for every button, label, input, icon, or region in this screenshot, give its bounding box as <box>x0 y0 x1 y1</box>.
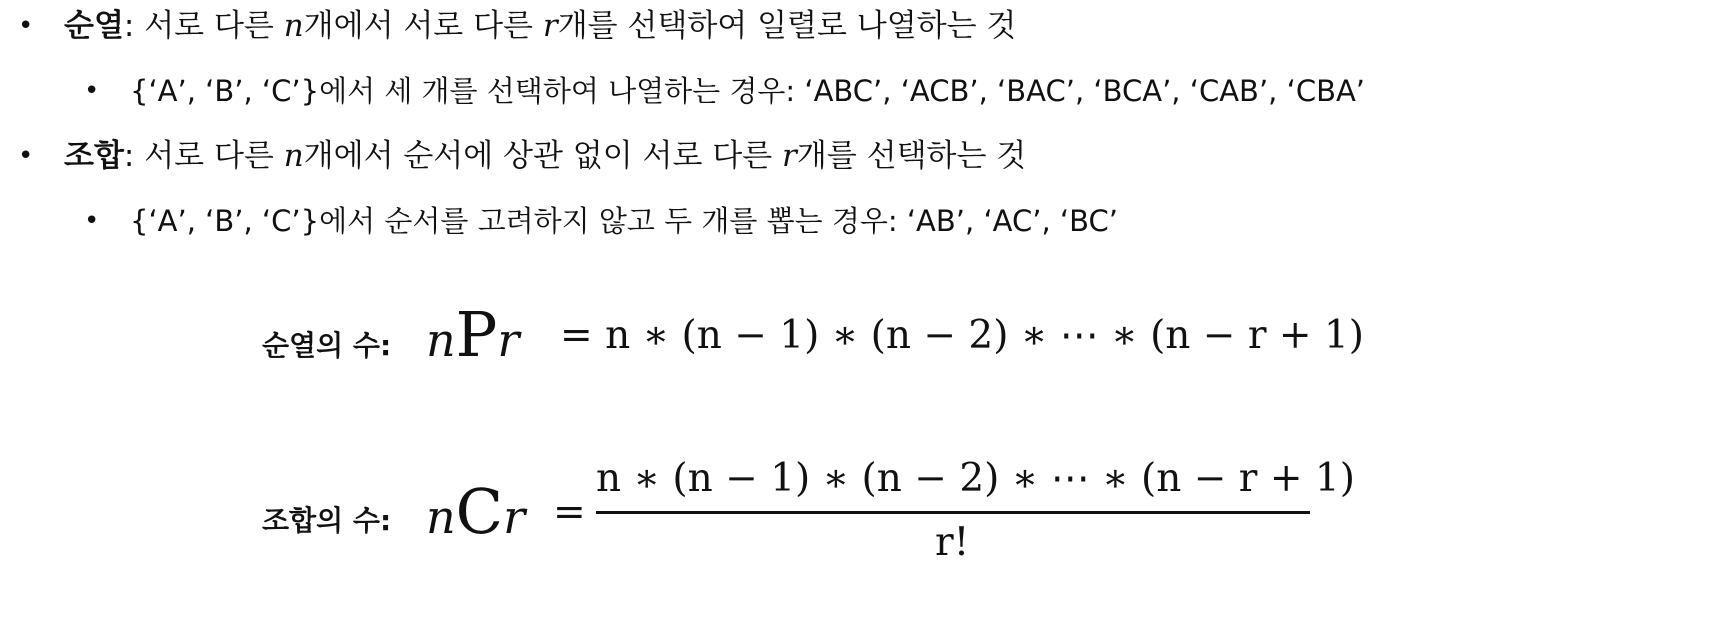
permutation-formula-label: 순열의 수: <box>262 329 392 362</box>
bullet-icon: • <box>18 11 34 41</box>
definition-text: : 서로 다른 <box>123 138 284 174</box>
definition-combination <box>64 136 1026 176</box>
definition-text: : 서로 다른 <box>123 8 284 44</box>
example-permutation: {‘A’, ‘B’, ‘C’}에서 세 개를 선택하여 나열하는 경우: ‘ABC’, ‘ACB’, ‘BAC’, ‘BCA’, ‘CAB’, ‘CBA’ <box>130 74 1366 108</box>
math-variable: n <box>283 138 304 174</box>
definition-permutation <box>64 6 1016 46</box>
math-variable: r <box>542 8 558 44</box>
combination-denominator: r! <box>935 520 970 565</box>
math-variable: r <box>782 138 797 174</box>
equals-sign: = <box>553 490 586 535</box>
combination-formula-label: 조합의 수: <box>262 504 392 537</box>
sub-bullet-icon: • <box>84 206 100 236</box>
definition-text: 개에서 순서에 상관 없이 서로 다른 <box>303 138 783 174</box>
term-permutation: 순열 <box>64 8 124 44</box>
sub-bullet-icon: • <box>84 76 100 106</box>
permutation-expression: = n ∗ (n − 1) ∗ (n − 2) ∗ ⋯ ∗ (n − r + 1) <box>560 313 1365 358</box>
combination-numerator: n ∗ (n − 1) ∗ (n − 2) ∗ ⋯ ∗ (n − r + 1) <box>596 456 1355 501</box>
definition-text: 개에서 서로 다른 <box>303 8 543 44</box>
bullet-icon: • <box>18 141 34 171</box>
permutation-symbol: nPr <box>426 298 520 371</box>
fraction-bar <box>596 511 1310 514</box>
example-combination: {‘A’, ‘B’, ‘C’}에서 순서를 고려하지 않고 두 개를 뽑는 경우: ‘AB’, ‘AC’, ‘BC’ <box>130 204 1118 238</box>
definition-text: 개를 선택하는 것 <box>796 138 1027 174</box>
combination-symbol: nCr <box>426 475 526 548</box>
math-variable: n <box>283 8 304 44</box>
definition-text: 개를 선택하여 일렬로 나열하는 것 <box>557 8 1017 44</box>
term-combination: 조합 <box>64 138 124 174</box>
